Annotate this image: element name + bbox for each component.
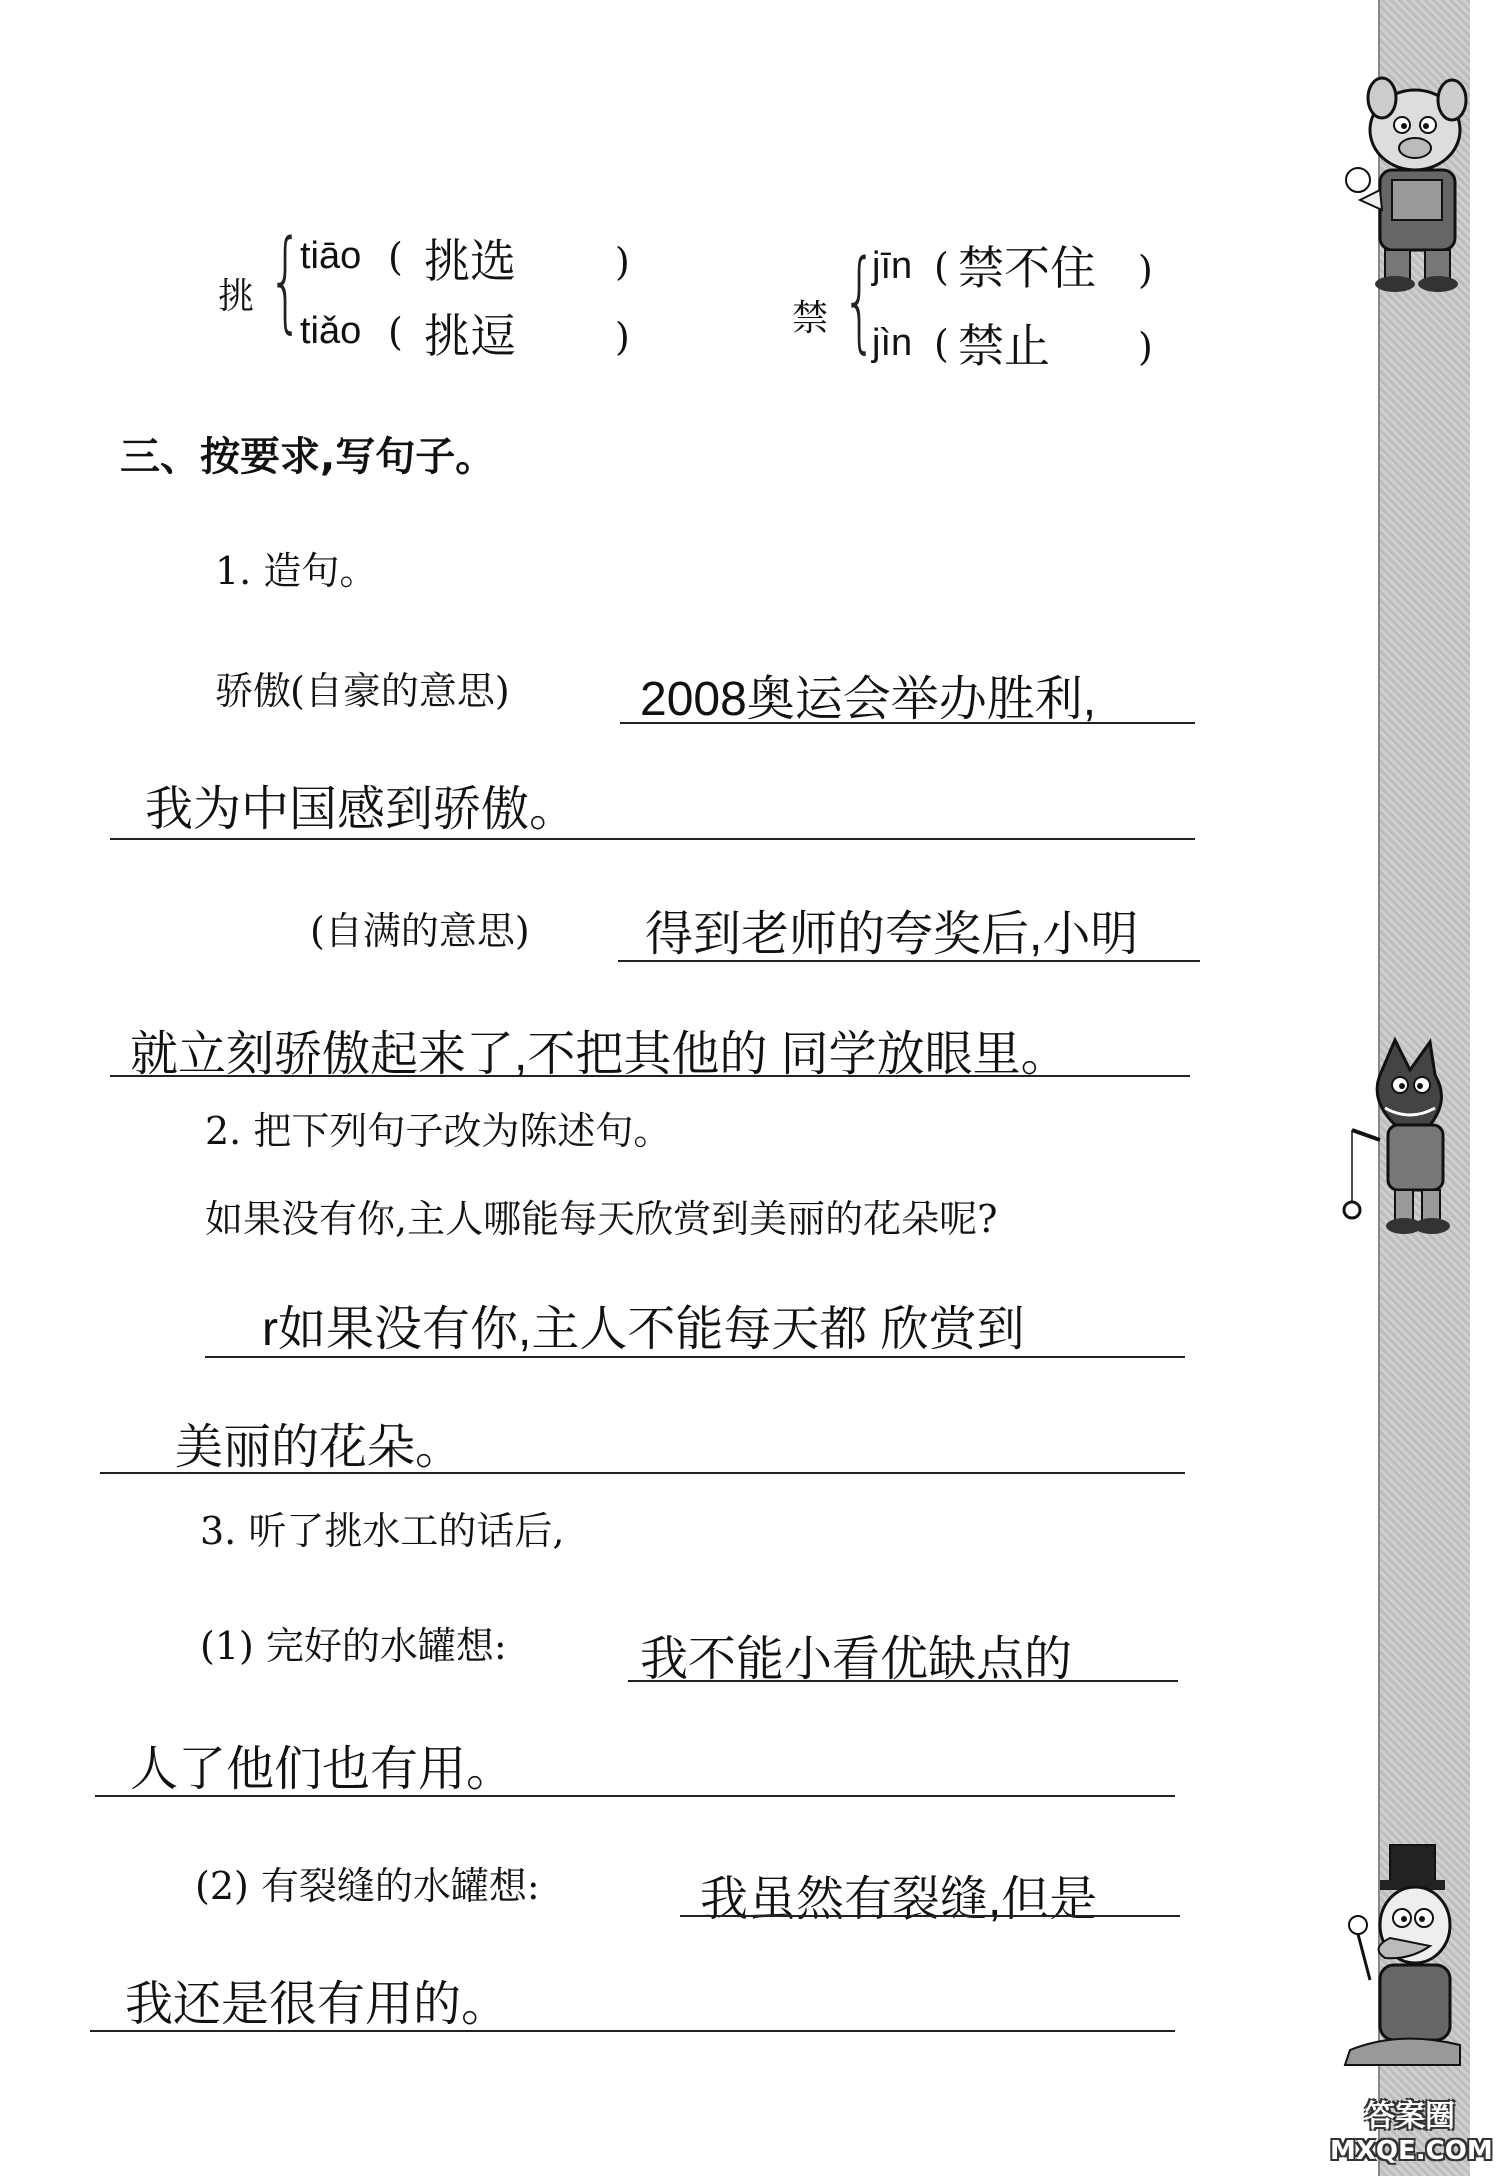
pinyin-jin-1: jīn — [872, 245, 913, 287]
q1-answer1-line1: 2008奥运会举办胜利, — [640, 673, 1097, 726]
q1-answer1-line2: 我为中国感到骄傲。 — [145, 783, 578, 836]
q1-word: 骄傲 — [215, 669, 292, 713]
word-jin-1: 禁不住 — [958, 242, 1096, 294]
answer-underline — [95, 1795, 1175, 1797]
q1-label: 1. 造句。 — [215, 549, 378, 593]
answer-underline — [620, 722, 1195, 724]
q3-label: 3. 听了挑水工的话后, — [200, 1509, 565, 1553]
answer-underline — [618, 960, 1200, 962]
q1-answer2-line2: 就立刻骄傲起来了,不把其他的 同学放眼里。 — [130, 1028, 1069, 1081]
close-paren: ) — [1138, 325, 1153, 369]
watermark-line1: 答案圈 — [1365, 2099, 1455, 2134]
q2-answer-line1: r如果没有你,主人不能每天都 欣赏到 — [262, 1303, 1025, 1356]
pig-cartoon-icon — [1320, 70, 1480, 300]
site-watermark — [1330, 2099, 1493, 2170]
word-jin-2: 禁止 — [958, 320, 1050, 372]
answer-underline — [100, 1472, 1185, 1474]
q3-sub1-answer-line2: 人了他们也有用。 — [130, 1743, 515, 1796]
q3-sub1-label: (1) 完好的水罐想: — [200, 1624, 507, 1668]
q2-answer-line2: 美丽的花朵。 — [175, 1421, 464, 1474]
brace-jin: { — [842, 236, 877, 364]
q1-sense1: (自豪的意思) — [290, 669, 510, 713]
q3-sub2-label: (2) 有裂缝的水罐想: — [195, 1864, 540, 1908]
q3-sub2-answer-line2: 我还是很有用的。 — [125, 1978, 510, 2031]
polyphone-char-tiao: 挑 — [218, 276, 255, 317]
q3-sub2-answer-line1: 我虽然有裂缝,但是 — [700, 1873, 1098, 1926]
brace-tiao: { — [268, 216, 303, 344]
q3-sub1-answer-line1: 我不能小看优缺点的 — [640, 1633, 1073, 1686]
q1-sense2: (自满的意思) — [310, 909, 530, 953]
open-paren: ( — [934, 245, 949, 289]
duck-cartoon-icon — [1330, 1840, 1470, 2070]
answer-underline — [90, 2030, 1175, 2032]
answer-underline — [110, 1075, 1190, 1077]
q2-prompt: 如果没有你,主人哪能每天欣赏到美丽的花朵呢? — [205, 1197, 998, 1241]
section3-heading: 三、按要求,写句子。 — [120, 434, 496, 480]
close-paren: ) — [615, 240, 630, 284]
close-paren: ) — [1138, 248, 1153, 292]
open-paren: ( — [934, 322, 949, 366]
answer-underline — [205, 1356, 1185, 1358]
close-paren: ) — [615, 315, 630, 359]
word-tiao-2: 挑逗 — [424, 310, 516, 362]
q2-label: 2. 把下列句子改为陈述句。 — [205, 1109, 672, 1153]
q1-answer2-line1: 得到老师的夸奖后,小明 — [645, 908, 1139, 961]
pinyin-tiao-2: tiǎo — [300, 310, 362, 352]
pinyin-jin-2: jìn — [872, 322, 913, 364]
watermark-line2: MXQE.COM — [1330, 2136, 1493, 2166]
word-tiao-1: 挑选 — [424, 235, 516, 287]
pinyin-tiao-1: tiāo — [300, 235, 362, 277]
wolf-yoyo-cartoon-icon — [1340, 1030, 1470, 1240]
open-paren: ( — [388, 235, 403, 279]
open-paren: ( — [388, 310, 403, 354]
answer-underline — [680, 1915, 1180, 1917]
polyphone-char-jin: 禁 — [792, 298, 829, 339]
answer-underline — [110, 838, 1195, 840]
answer-underline — [628, 1680, 1178, 1682]
